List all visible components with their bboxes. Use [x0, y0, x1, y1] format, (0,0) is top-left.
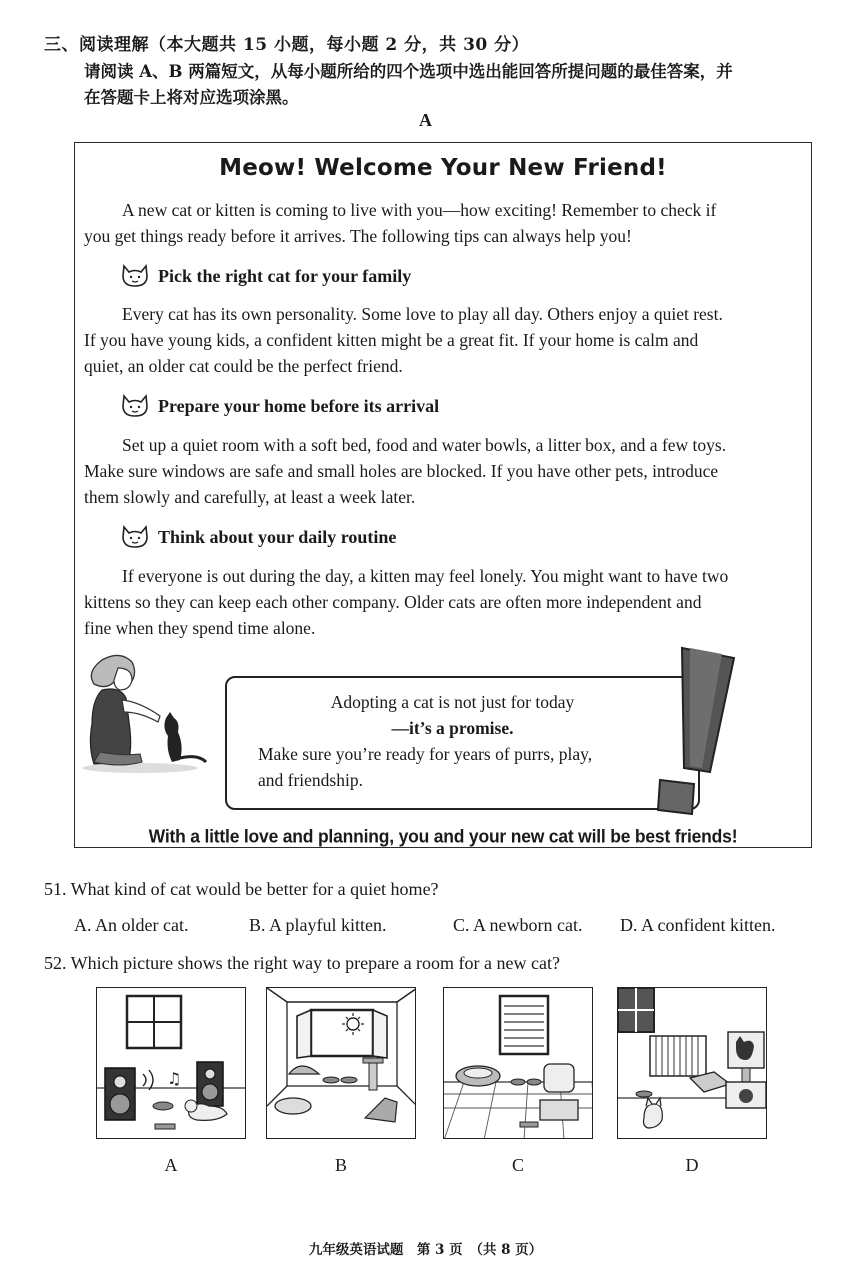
question-52: 52. Which picture shows the right way to prepare a room for a new cat? — [44, 953, 560, 973]
picture-label-a: A — [164, 1155, 178, 1175]
tip-line: them slowly and carefully, at least a week later. — [84, 487, 416, 507]
woman-with-cat-illustration — [80, 650, 215, 784]
passage-slogan: With a little love and planning, you and your new cat will be best friends! — [148, 825, 738, 847]
exclamation-mark-icon — [650, 644, 740, 823]
tip-line: quiet, an older cat could be the perfect friend. — [84, 356, 403, 376]
page-footer: 九年级英语试题 第 3 页 （共 8 页） — [308, 1242, 543, 1258]
picture-label-d: D — [685, 1155, 699, 1175]
tip-heading — [120, 263, 411, 289]
instruction-line-1: 请阅读 A、B 两篇短文，从每小题所给的四个选项中选出能回答所提问题的最佳答案，并 — [84, 62, 733, 81]
tip-line: If you have young kids, a confident kitten might be a great fit. If your home is calm and — [84, 330, 699, 350]
passage-title: Meow! Welcome Your New Friend! — [219, 155, 667, 181]
picture-label-b: B — [334, 1155, 347, 1175]
intro-line: A new cat or kitten is coming to live with you—how exciting! Remember to check if — [122, 200, 717, 220]
tip-heading-text: Think about your daily routine — [158, 526, 397, 547]
promise-line-2: —it’s a promise. — [391, 718, 514, 738]
question-51: 51. What kind of cat would be better for a quiet home? — [44, 879, 439, 899]
promise-line-1: Adopting a cat is not just for today — [330, 692, 575, 712]
option-d[interactable]: D. A confident kitten. — [620, 915, 776, 935]
tip-line: If everyone is out during the day, a kitten may feel lonely. You might want to have two — [122, 566, 729, 586]
section-heading: 三、阅读理解（本大题共 15 小题，每小题 2 分，共 30 分） — [44, 35, 530, 55]
picture-c[interactable] — [443, 987, 593, 1139]
tip-line: fine when they spend time alone. — [84, 618, 316, 638]
tip-paragraph — [84, 301, 808, 379]
option-b[interactable]: B. A playful kitten. — [249, 915, 387, 935]
instruction-line-2: 在答题卡上将对应选项涂黑。 — [84, 88, 299, 107]
promise-line-4: and friendship. — [258, 770, 363, 790]
tip-heading-text: Prepare your home before its arrival — [158, 395, 440, 416]
tip-line: Make sure windows are safe and small holes are blocked. If you have other pets, introduce — [84, 461, 719, 481]
cat-face-icon — [120, 393, 150, 419]
cat-face-icon — [120, 524, 150, 550]
promise-line-3: Make sure you’re ready for years of purrs, play, — [258, 744, 593, 764]
tip-paragraph — [84, 432, 808, 510]
tip-heading — [120, 393, 439, 419]
picture-d[interactable] — [617, 987, 767, 1139]
picture-a[interactable] — [96, 987, 246, 1139]
tip-line: Set up a quiet room with a soft bed, food and water bowls, a litter box, and a few toys. — [122, 435, 727, 455]
tip-heading — [120, 524, 396, 550]
tip-heading-text: Pick the right cat for your family — [158, 265, 412, 286]
picture-label-c: C — [511, 1155, 524, 1175]
option-c[interactable]: C. A newborn cat. — [453, 915, 583, 935]
cat-face-icon — [120, 263, 150, 289]
tip-paragraph — [84, 563, 808, 641]
intro-paragraph — [84, 197, 808, 249]
passage-letter: A — [419, 110, 432, 130]
picture-b[interactable] — [266, 987, 416, 1139]
intro-line: you get things ready before it arrives. The following tips can always help you! — [84, 226, 632, 246]
tip-line: kittens so they can keep each other company. Older cats are often more independent and — [84, 592, 702, 612]
svg-text:♫: ♫ — [167, 1069, 182, 1088]
tip-line: Every cat has its own personality. Some love to play all day. Others enjoy a quiet rest. — [122, 304, 723, 324]
option-a[interactable]: A. An older cat. — [74, 915, 189, 935]
